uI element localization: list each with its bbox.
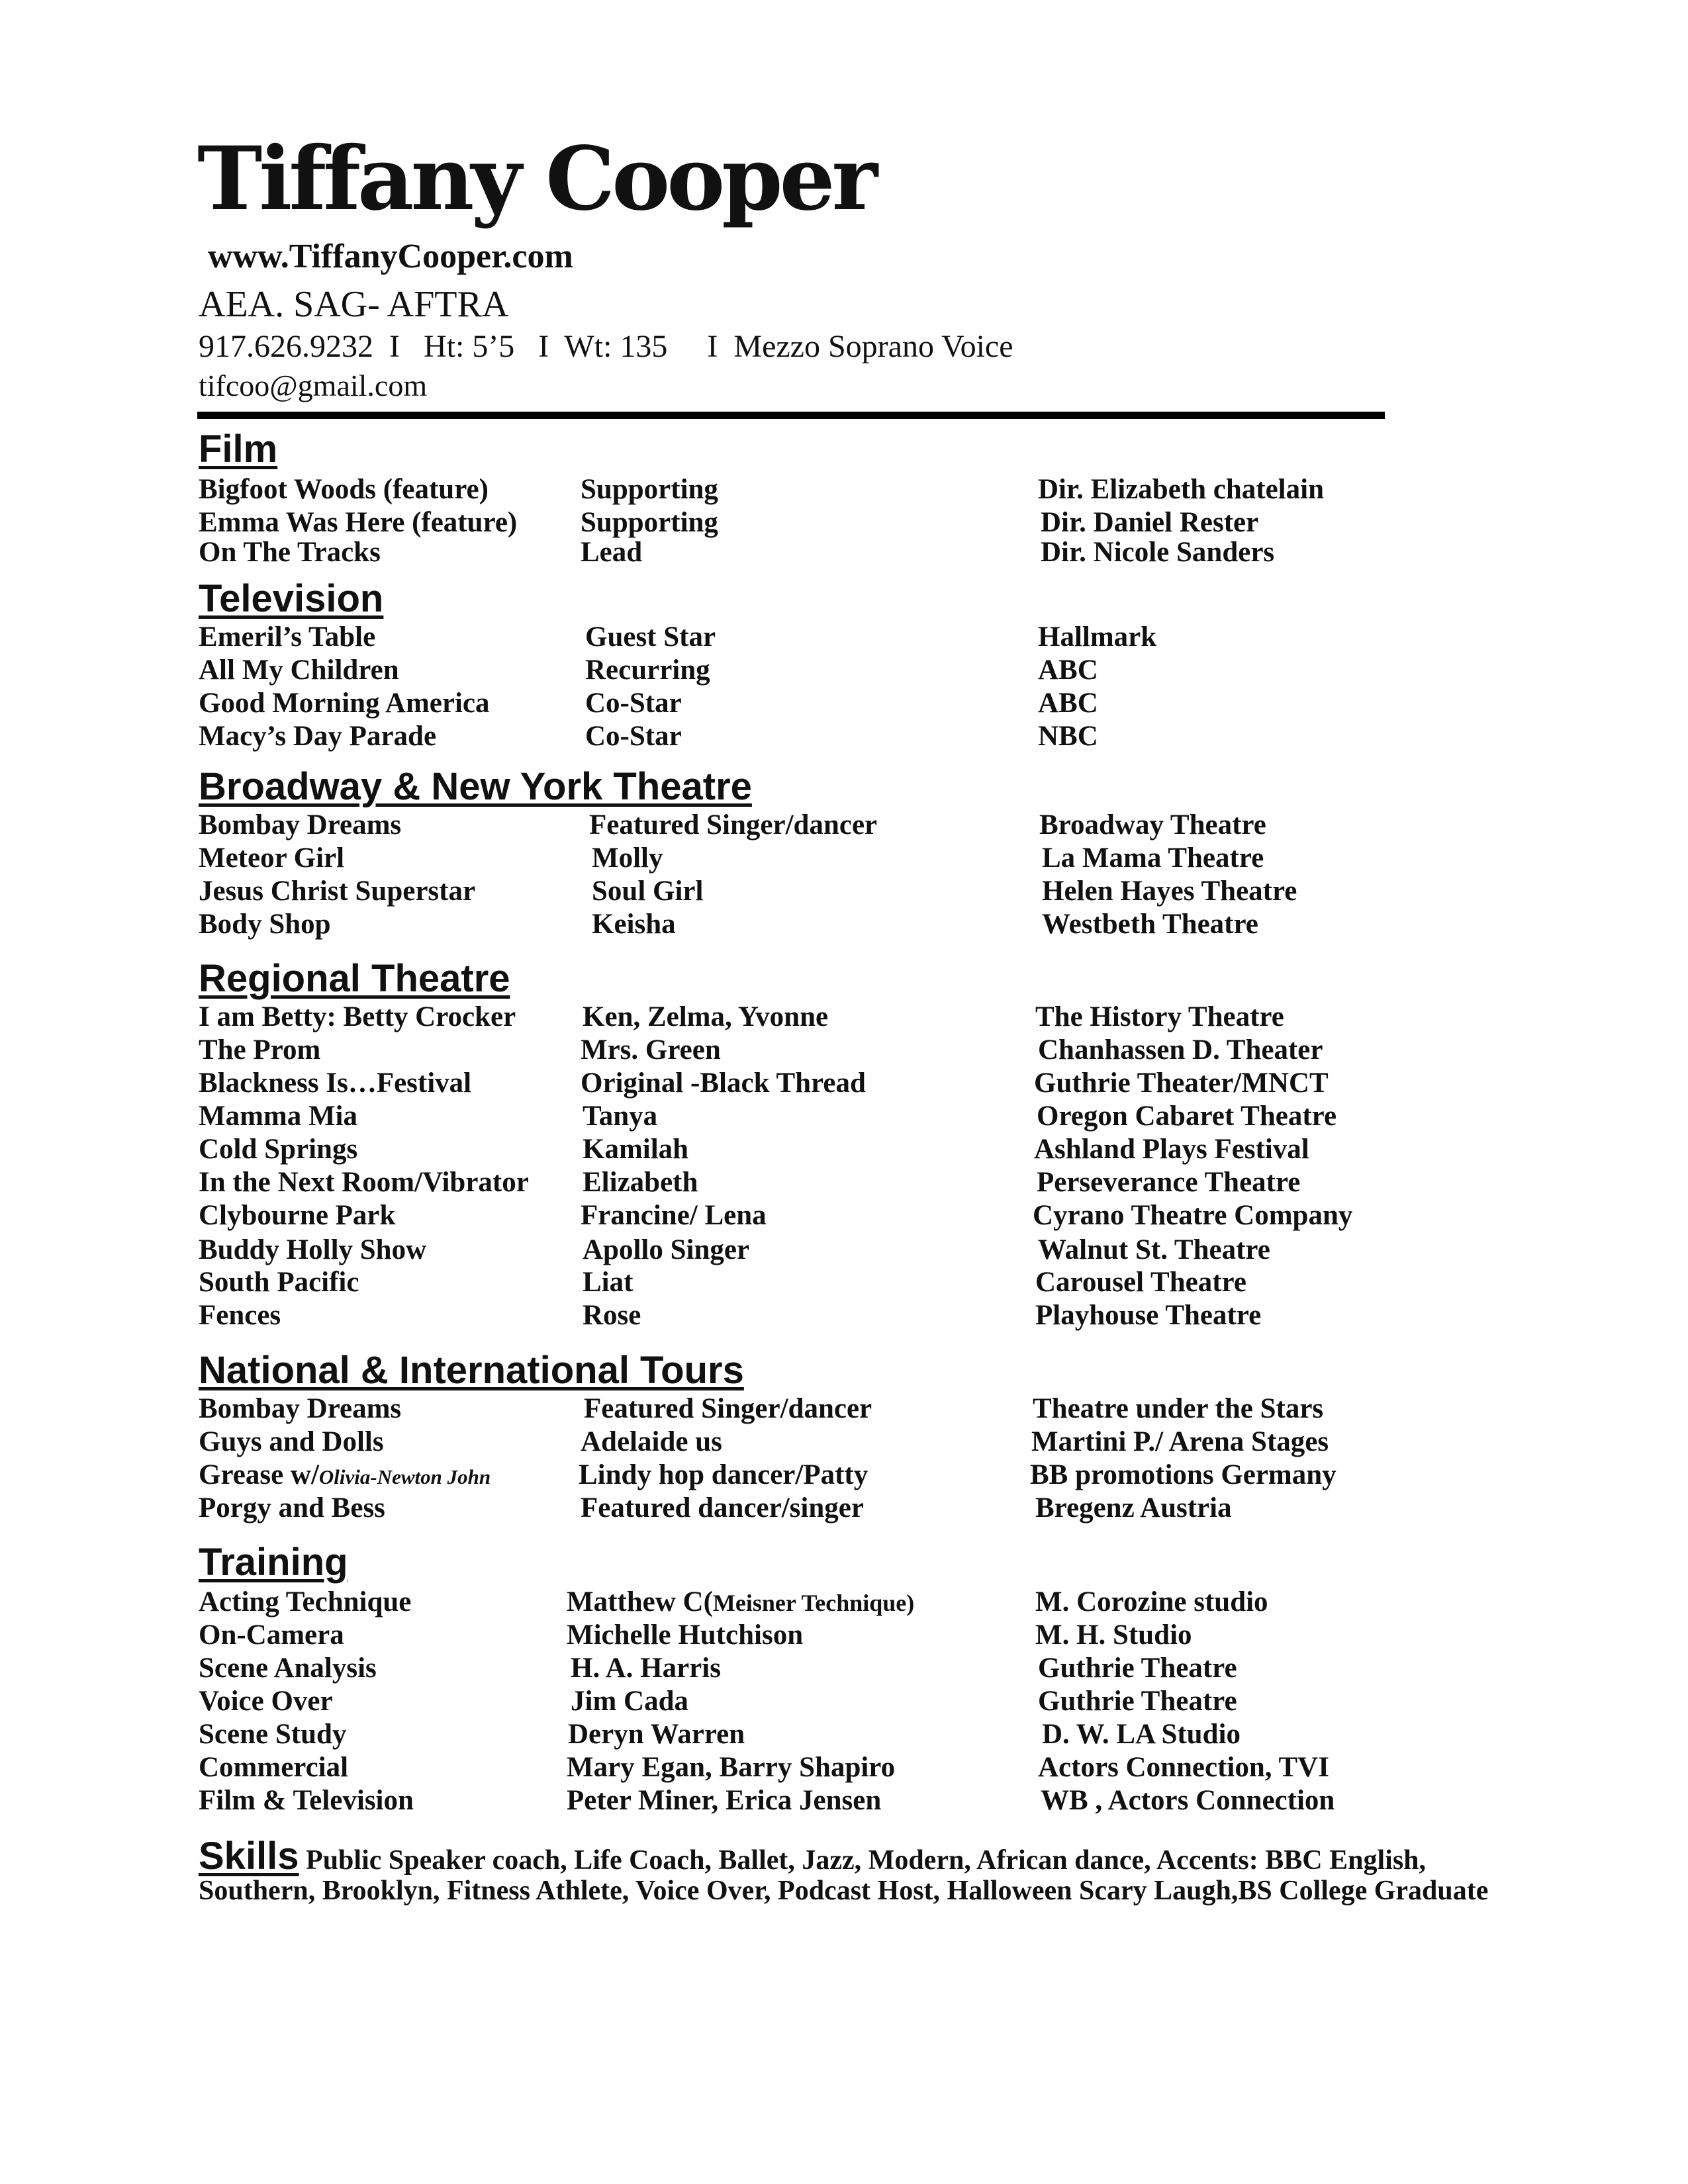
credit-company: Perseverance Theatre — [1037, 1167, 1301, 1198]
table-row — [0, 621, 1688, 654]
table-row — [0, 1492, 1688, 1525]
training-teacher: H. A. Harris — [571, 1653, 721, 1684]
credit-company: Helen Hayes Theatre — [1042, 876, 1297, 907]
table-row — [0, 1199, 1688, 1232]
credit-title: Blackness Is…Festival — [199, 1068, 472, 1099]
credit-company: Playhouse Theatre — [1035, 1300, 1262, 1331]
credit-role: Apollo Singer — [583, 1234, 750, 1265]
table-row — [0, 908, 1688, 941]
table-row — [0, 875, 1688, 908]
training-subject: Scene Analysis — [199, 1653, 377, 1684]
table-row — [0, 1067, 1688, 1100]
training-teacher — [567, 1586, 914, 1619]
credit-title: Macy’s Day Parade — [199, 721, 437, 752]
training-subject: Acting Technique — [199, 1586, 412, 1617]
training-subject: On-Camera — [199, 1619, 344, 1651]
training-studio: WB , Actors Connection — [1041, 1785, 1335, 1816]
credit-role: Tanya — [583, 1101, 658, 1132]
credit-role: Soul Girl — [592, 876, 704, 907]
credit-title: I am Betty: Betty Crocker — [199, 1001, 516, 1032]
skills-list: Public Speaker coach, Life Coach, Ballet, Jazz, Modern, African dance, Accents: BBC English, Southern, Brooklyn, Fitness Athlete, Voice Over, Podcast Host, Halloween Scary Laugh,BS College Graduate — [199, 1845, 1489, 1906]
credit-title: On The Tracks — [199, 537, 381, 568]
credit-title: Good Morning America — [199, 688, 490, 719]
training-teacher: Mary Egan, Barry Shapiro — [567, 1752, 896, 1783]
table-row — [0, 1100, 1688, 1133]
credit-company: Cyrano Theatre Company — [1033, 1200, 1353, 1231]
training-studio: Actors Connection, TVI — [1038, 1752, 1329, 1783]
skills-section — [199, 1835, 1496, 1906]
credit-role: Mrs. Green — [581, 1034, 721, 1066]
table-row — [0, 1166, 1688, 1199]
section-heading-training: Training — [199, 1541, 348, 1584]
credit-company: Bregenz Austria — [1035, 1492, 1232, 1524]
credit-title-note: Olivia-Newton John — [318, 1465, 491, 1488]
training-studio: D. W. LA Studio — [1042, 1719, 1241, 1750]
credit-title: In the Next Room/Vibrator — [199, 1167, 529, 1198]
credit-title: Emeril’s Table — [199, 621, 376, 653]
credit-company: Dir. Nicole Sanders — [1041, 537, 1275, 568]
table-row — [0, 1426, 1688, 1459]
credit-title: Fences — [199, 1300, 281, 1331]
credit-company: Theatre under the Stars — [1033, 1393, 1324, 1424]
credit-company: Broadway Theatre — [1039, 809, 1266, 841]
credit-title: Porgy and Bess — [199, 1492, 385, 1524]
table-row — [0, 1784, 1688, 1817]
training-subject: Voice Over — [199, 1686, 333, 1717]
training-teacher: Michelle Hutchison — [567, 1619, 804, 1651]
table-row — [0, 1392, 1688, 1426]
credit-company: The History Theatre — [1035, 1001, 1284, 1032]
credit-company: NBC — [1038, 721, 1098, 752]
credit-title: Body Shop — [199, 909, 331, 940]
table-row — [0, 536, 1688, 569]
table-row — [0, 1133, 1688, 1166]
credit-company: Martini P./ Arena Stages — [1031, 1426, 1329, 1457]
email-link[interactable]: tifcoo@gmail.com — [199, 369, 428, 402]
credit-role: Recurring — [585, 655, 710, 686]
credit-title: All My Children — [199, 655, 399, 686]
contact-details: 917.626.9232 I Ht: 5’5 I Wt: 135 I Mezzo Soprano Voice — [199, 329, 1013, 364]
credit-role: Co-Star — [585, 721, 682, 752]
credit-role: Supporting — [581, 507, 718, 538]
credit-role: Kamilah — [583, 1134, 689, 1165]
credit-role: Adelaide us — [581, 1426, 722, 1457]
section-heading-broadway: Broadway & New York Theatre — [199, 765, 752, 808]
credit-title: The Prom — [199, 1034, 321, 1066]
table-row — [0, 1034, 1688, 1067]
credit-role: Featured Singer/dancer — [584, 1393, 872, 1424]
credit-title: Meteor Girl — [199, 842, 345, 874]
table-row — [0, 473, 1688, 506]
table-row — [0, 1001, 1688, 1034]
training-teacher-text: Matthew C( — [567, 1586, 713, 1617]
credit-role: Francine/ Lena — [581, 1200, 767, 1231]
training-studio: M. Corozine studio — [1035, 1586, 1268, 1617]
credit-role: Supporting — [581, 474, 718, 505]
credit-company: ABC — [1038, 655, 1098, 686]
table-row — [0, 1586, 1688, 1619]
credit-title: Cold Springs — [199, 1134, 358, 1165]
credit-company: Chanhassen D. Theater — [1038, 1034, 1323, 1066]
training-teacher: Deryn Warren — [568, 1719, 745, 1750]
table-row — [0, 1652, 1688, 1685]
credit-title: Mamma Mia — [199, 1101, 358, 1132]
table-row — [0, 1459, 1688, 1492]
credit-role: Co-Star — [585, 688, 682, 719]
training-teacher: Jim Cada — [571, 1686, 688, 1717]
credit-company: Dir. Elizabeth chatelain — [1038, 474, 1324, 505]
credit-role: Elizabeth — [583, 1167, 698, 1198]
table-row — [0, 1751, 1688, 1784]
table-row — [0, 1299, 1688, 1332]
credit-company: Walnut St. Theatre — [1038, 1234, 1270, 1265]
credit-title: Bombay Dreams — [199, 1393, 402, 1424]
credit-company: Guthrie Theater/MNCT — [1034, 1068, 1329, 1099]
table-row — [0, 842, 1688, 875]
credit-role: Guest Star — [585, 621, 716, 653]
credit-role: Ken, Zelma, Yvonne — [583, 1001, 829, 1032]
credit-company: BB promotions Germany — [1030, 1459, 1336, 1490]
table-row — [0, 1266, 1688, 1299]
credit-title: Bombay Dreams — [199, 809, 402, 841]
credit-title: Jesus Christ Superstar — [199, 876, 476, 907]
credit-company: Ashland Plays Festival — [1034, 1134, 1309, 1165]
training-studio: Guthrie Theatre — [1038, 1686, 1237, 1717]
section-heading-film: Film — [199, 428, 278, 471]
section-heading-television: Television — [199, 577, 384, 620]
credit-company: Carousel Theatre — [1035, 1267, 1246, 1298]
header-divider — [197, 412, 1385, 419]
credit-title: Bigfoot Woods (feature) — [199, 474, 489, 505]
table-row — [0, 506, 1688, 539]
table-row — [0, 687, 1688, 720]
credit-title: Clybourne Park — [199, 1200, 396, 1231]
training-subject: Scene Study — [199, 1719, 347, 1750]
credit-title: Guys and Dolls — [199, 1426, 384, 1457]
table-row — [0, 1619, 1688, 1652]
table-row — [0, 654, 1688, 687]
table-row — [0, 1234, 1688, 1267]
credit-title — [199, 1459, 491, 1494]
table-row — [0, 1685, 1688, 1718]
credit-role: Rose — [583, 1300, 641, 1331]
training-teacher: Peter Miner, Erica Jensen — [567, 1785, 882, 1816]
training-studio: M. H. Studio — [1035, 1619, 1192, 1651]
credit-company: ABC — [1038, 688, 1098, 719]
credit-company: Hallmark — [1038, 621, 1157, 653]
table-row — [0, 720, 1688, 753]
credit-role: Original -Black Thread — [581, 1068, 866, 1099]
credit-company: Westbeth Theatre — [1042, 909, 1258, 940]
credit-role: Featured Singer/dancer — [589, 809, 878, 841]
website-link[interactable]: www.TiffanyCooper.com — [208, 238, 573, 275]
credit-title-text: Grease w/ — [199, 1459, 319, 1490]
credit-company: Oregon Cabaret Theatre — [1037, 1101, 1337, 1132]
credit-title: South Pacific — [199, 1267, 359, 1298]
credit-role: Keisha — [592, 909, 676, 940]
training-teacher-note: Meisner Technique) — [712, 1590, 915, 1616]
credit-title: Emma Was Here (feature) — [199, 507, 518, 538]
training-subject: Film & Television — [199, 1785, 414, 1816]
credit-role: Featured dancer/singer — [581, 1492, 864, 1524]
training-subject: Commercial — [199, 1752, 349, 1783]
credit-role: Molly — [592, 842, 663, 874]
table-row — [0, 1718, 1688, 1751]
credit-title: Buddy Holly Show — [199, 1234, 427, 1265]
section-heading-regional: Regional Theatre — [199, 957, 510, 1000]
table-row — [0, 809, 1688, 842]
credit-role: Liat — [583, 1267, 633, 1298]
credit-role: Lindy hop dancer/Patty — [579, 1459, 868, 1490]
training-studio: Guthrie Theatre — [1038, 1653, 1237, 1684]
credit-role: Lead — [581, 537, 643, 568]
section-heading-skills: Skills — [199, 1835, 299, 1878]
resume-name: Tiffany Cooper — [197, 128, 875, 230]
credit-company: Dir. Daniel Rester — [1041, 507, 1259, 538]
section-heading-tours: National & International Tours — [199, 1349, 744, 1392]
credit-company: La Mama Theatre — [1042, 842, 1264, 874]
union-affiliations: AEA. SAG- AFTRA — [199, 284, 509, 325]
